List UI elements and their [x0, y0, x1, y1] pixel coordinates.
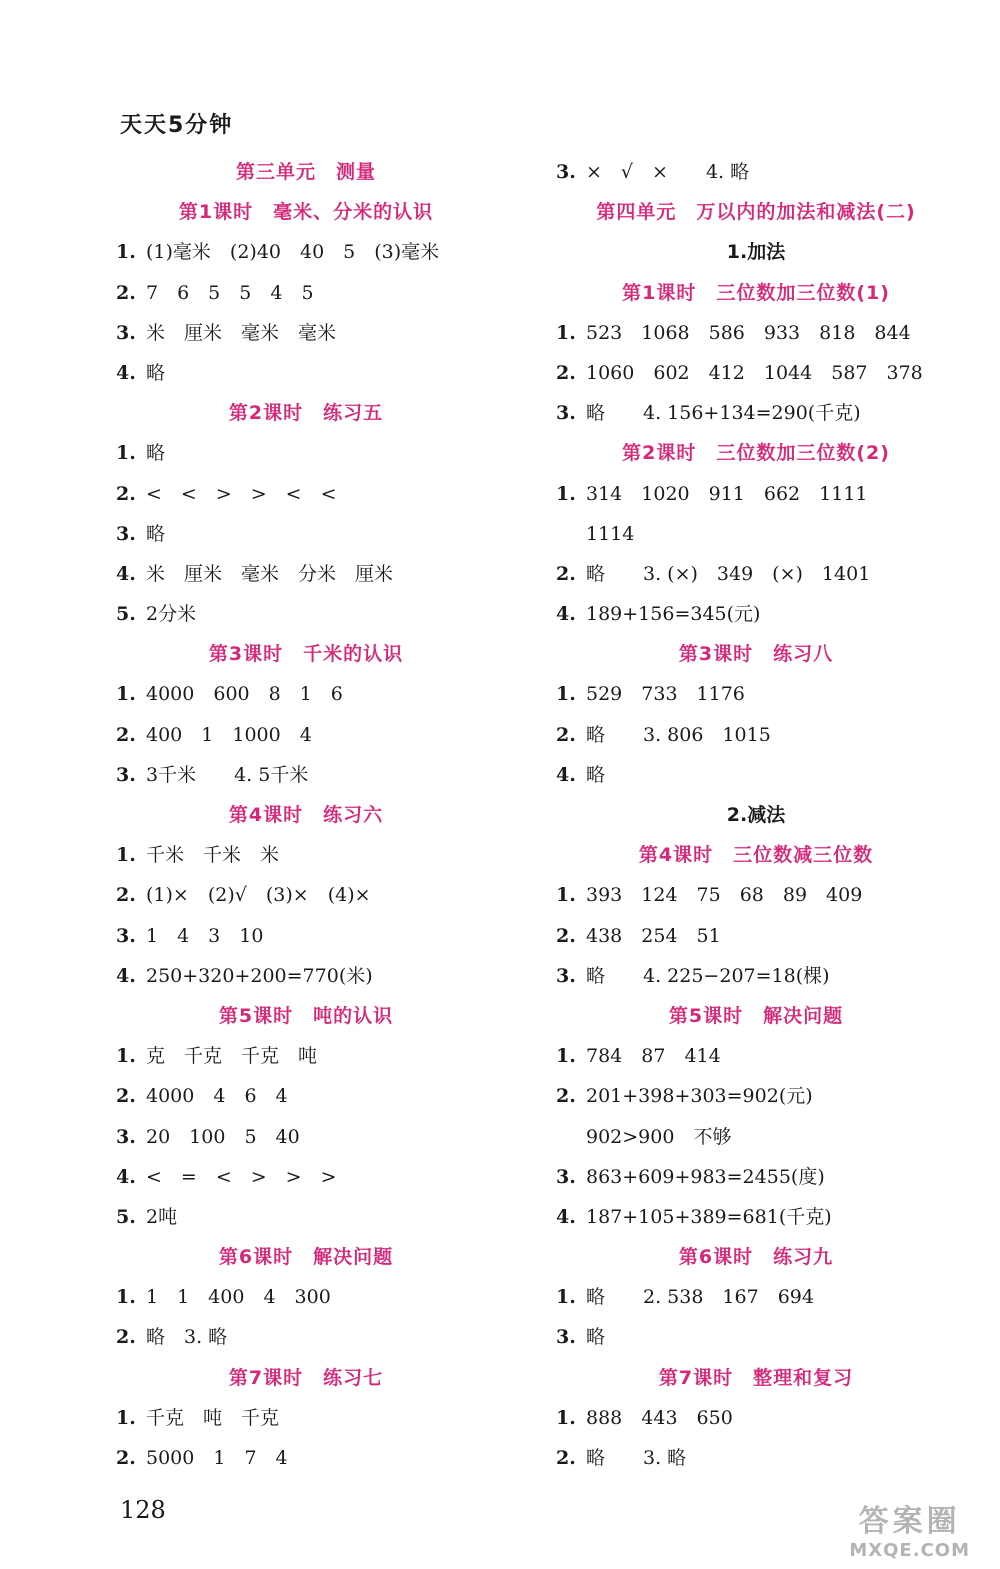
question-number: 1. [556, 1045, 576, 1068]
question-number: 2. [116, 1085, 136, 1108]
answer-text: < = < > > > [146, 1165, 337, 1188]
answer-line [556, 1398, 956, 1438]
section-heading: 第5课时 解决问题 [668, 1004, 844, 1027]
answer-text: 1060 602 412 1044 587 378 [586, 361, 923, 384]
answer-text: 略 [146, 442, 166, 465]
page-number: 128 [120, 1496, 166, 1524]
question-number: 3. [556, 1326, 576, 1349]
answer-line [116, 1317, 496, 1357]
answer-line [116, 554, 496, 594]
answer-text: (1)× (2)√ (3)× (4)× [146, 884, 371, 907]
question-number: 1. [116, 1406, 136, 1429]
question-number: 1. [556, 482, 576, 505]
answer-text: 略 [146, 361, 166, 384]
answer-line [556, 916, 956, 956]
section-heading: 第4课时 练习六 [228, 804, 384, 826]
answer-line [556, 353, 956, 393]
section-heading: 第三单元 测量 [235, 161, 376, 183]
answer-line [116, 1398, 496, 1438]
question-number: 2. [116, 482, 136, 505]
answer-line [116, 594, 496, 634]
answer-line [556, 1157, 956, 1197]
section-heading: 第7课时 练习七 [228, 1366, 384, 1389]
answer-text: (1)毫米 (2)40 40 5 (3)毫米 [146, 241, 440, 264]
answer-text: 略 3. (×) 349 (×) 1401 [586, 562, 871, 585]
question-number: 1. [116, 683, 136, 706]
section-heading: 第1课时 三位数加三位数(1) [622, 281, 890, 304]
question-number: 3. [556, 402, 576, 425]
question-number: 4. [116, 562, 136, 585]
question-number: 2. [116, 723, 136, 746]
question-number: 3. [556, 964, 576, 987]
answer-line [116, 474, 496, 514]
question-number: 3. [116, 763, 136, 786]
question-number: 2. [116, 281, 136, 304]
section-heading: 第2课时 三位数加三位数(2) [622, 442, 890, 465]
question-number: 4. [556, 763, 576, 786]
answer-text: 米 厘米 毫米 分米 厘米 [146, 562, 394, 585]
answer-text: 523 1068 586 933 818 844 [586, 321, 911, 344]
answer-line [116, 433, 496, 473]
answer-text: 略 2. 538 167 694 [586, 1286, 814, 1309]
answer-text: 略 [586, 763, 606, 786]
answer-line [116, 1277, 496, 1317]
question-number: 4. [116, 964, 136, 987]
answer-text: 250+320+200=770(米) [146, 964, 373, 987]
answer-text: 千克 吨 千克 [146, 1406, 280, 1429]
question-number: 1. [116, 442, 136, 465]
answer-text: 1 4 3 10 [146, 924, 264, 947]
page-header-title: 天天5分钟 [120, 113, 234, 138]
answer-text: 393 124 75 68 89 409 [586, 884, 863, 907]
answer-line [116, 1117, 496, 1157]
answer-line [116, 875, 496, 915]
question-number: 3. [116, 321, 136, 344]
answer-line [556, 554, 956, 594]
watermark [849, 1496, 970, 1561]
answer-text: 20 100 5 40 [146, 1125, 300, 1148]
question-number: 1. [556, 884, 576, 907]
section-heading: 第1课时 毫米、分米的认识 [178, 201, 434, 224]
question-number: 4. [116, 361, 136, 384]
question-number: 2. [556, 723, 576, 746]
question-number: 1. [556, 683, 576, 706]
answer-line [556, 1277, 956, 1317]
answer-line [556, 956, 956, 996]
answer-text: 784 87 414 [586, 1045, 721, 1068]
question-number: 3. [116, 1125, 136, 1148]
answer-line [556, 1317, 956, 1357]
answer-line [556, 514, 956, 554]
answer-line [116, 916, 496, 956]
answer-line [556, 1438, 956, 1478]
answer-line [116, 956, 496, 996]
answer-text: 529 733 1176 [586, 683, 745, 706]
question-number: 2. [116, 1447, 136, 1469]
answer-text: 略 [146, 522, 166, 545]
answer-line [556, 1076, 956, 1116]
answer-text: 略 4. 156+134=290(千克) [586, 402, 861, 425]
answer-text: 314 1020 911 662 1111 [586, 482, 868, 505]
section-subheading: 2.减法 [726, 804, 786, 826]
section-heading: 第2课时 练习五 [228, 402, 384, 425]
answer-text: 863+609+983=2455(度) [586, 1165, 825, 1188]
question-number: 3. [556, 161, 576, 183]
answer-line [116, 835, 496, 875]
answer-text: 5000 1 7 4 [146, 1447, 288, 1469]
answer-line [556, 674, 956, 714]
section-heading: 第4课时 三位数减三位数 [638, 844, 874, 867]
answer-line [556, 1036, 956, 1076]
answer-line [556, 474, 956, 514]
answer-text: 克 千克 千克 吨 [146, 1045, 318, 1068]
answer-text: 略 4. 225−207=18(棵) [586, 964, 830, 987]
answer-column-right [556, 152, 956, 1478]
answer-line [116, 1076, 496, 1116]
answer-text: 2分米 [146, 603, 197, 626]
answer-text: 略 3. 略 [586, 1447, 687, 1469]
question-number: 1. [556, 1286, 576, 1309]
answer-text: 400 1 1000 4 [146, 723, 312, 746]
question-number: 1. [556, 1406, 576, 1429]
question-number: 1. [116, 1286, 136, 1309]
section-heading: 第3课时 千米的认识 [208, 643, 404, 666]
answer-line [556, 594, 956, 634]
answer-line [556, 313, 956, 353]
question-number: 1. [116, 844, 136, 867]
answer-text: 189+156=345(元) [586, 603, 761, 626]
answer-text: 1114 [586, 522, 635, 545]
answer-text: 187+105+389=681(千克) [586, 1205, 832, 1228]
section-heading: 第6课时 解决问题 [218, 1246, 394, 1269]
answer-line [116, 755, 496, 795]
question-number: 1. [116, 1045, 136, 1068]
section-heading: 第7课时 整理和复习 [658, 1366, 854, 1389]
answer-line [116, 313, 496, 353]
answer-text: 千米 千米 米 [146, 844, 280, 867]
answer-text: 米 厘米 毫米 毫米 [146, 321, 337, 344]
answer-line [116, 1157, 496, 1197]
answer-line [116, 1036, 496, 1076]
question-number: 2. [556, 1447, 576, 1469]
answer-line [556, 152, 956, 192]
answer-text: 2吨 [146, 1205, 178, 1228]
question-number: 4. [116, 1165, 136, 1188]
answer-column-left [116, 152, 496, 1478]
answer-line [116, 674, 496, 714]
answer-text: 438 254 51 [586, 924, 721, 947]
answer-text: 略 3. 略 [146, 1326, 228, 1349]
section-heading: 第6课时 练习九 [678, 1246, 834, 1269]
watermark-logo: 答案圈 [858, 1504, 961, 1539]
question-number: 1. [116, 241, 136, 264]
answer-text: 902>900 不够 [586, 1125, 732, 1148]
answer-text: 888 443 650 [586, 1406, 733, 1429]
question-number: 4. [556, 603, 576, 626]
answer-text: 1 1 400 4 300 [146, 1286, 331, 1309]
answer-text: 略 3. 806 1015 [586, 723, 771, 746]
answer-text: 4000 600 8 1 6 [146, 683, 343, 706]
question-number: 5. [116, 1205, 136, 1228]
question-number: 3. [556, 1165, 576, 1188]
watermark-url: MXQE.COM [849, 1540, 970, 1561]
answer-text: < < > > < < [146, 482, 337, 505]
question-number: 2. [556, 924, 576, 947]
section-subheading: 1.加法 [726, 241, 786, 264]
answer-line [116, 353, 496, 393]
answer-line [116, 1438, 496, 1478]
answer-line [116, 514, 496, 554]
answer-line [556, 875, 956, 915]
question-number: 4. [556, 1205, 576, 1228]
answer-text: 201+398+303=902(元) [586, 1085, 813, 1108]
answer-line [116, 715, 496, 755]
question-number: 3. [116, 924, 136, 947]
answer-line [556, 715, 956, 755]
answer-line [116, 273, 496, 313]
answer-line [116, 1197, 496, 1237]
answer-text: 略 [586, 1326, 606, 1349]
question-number: 2. [116, 1326, 136, 1349]
answer-line [556, 1117, 956, 1157]
question-number: 2. [556, 361, 576, 384]
answer-text: 7 6 5 5 4 5 [146, 281, 314, 304]
question-number: 5. [116, 603, 136, 626]
question-number: 2. [556, 1085, 576, 1108]
question-number: 2. [116, 884, 136, 907]
section-heading: 第四单元 万以内的加法和减法(二) [596, 201, 916, 224]
section-heading: 第3课时 练习八 [678, 643, 834, 666]
answer-line [556, 1197, 956, 1237]
answer-text: 3千米 4. 5千米 [146, 763, 309, 786]
answer-line [556, 393, 956, 433]
answer-line [116, 232, 496, 272]
question-number: 3. [116, 522, 136, 545]
answer-line [556, 755, 956, 795]
question-number: 1. [556, 321, 576, 344]
section-heading: 第5课时 吨的认识 [218, 1004, 394, 1027]
answer-text: 4000 4 6 4 [146, 1085, 288, 1108]
answer-text: × √ × 4. 略 [586, 161, 750, 183]
question-number: 2. [556, 562, 576, 585]
